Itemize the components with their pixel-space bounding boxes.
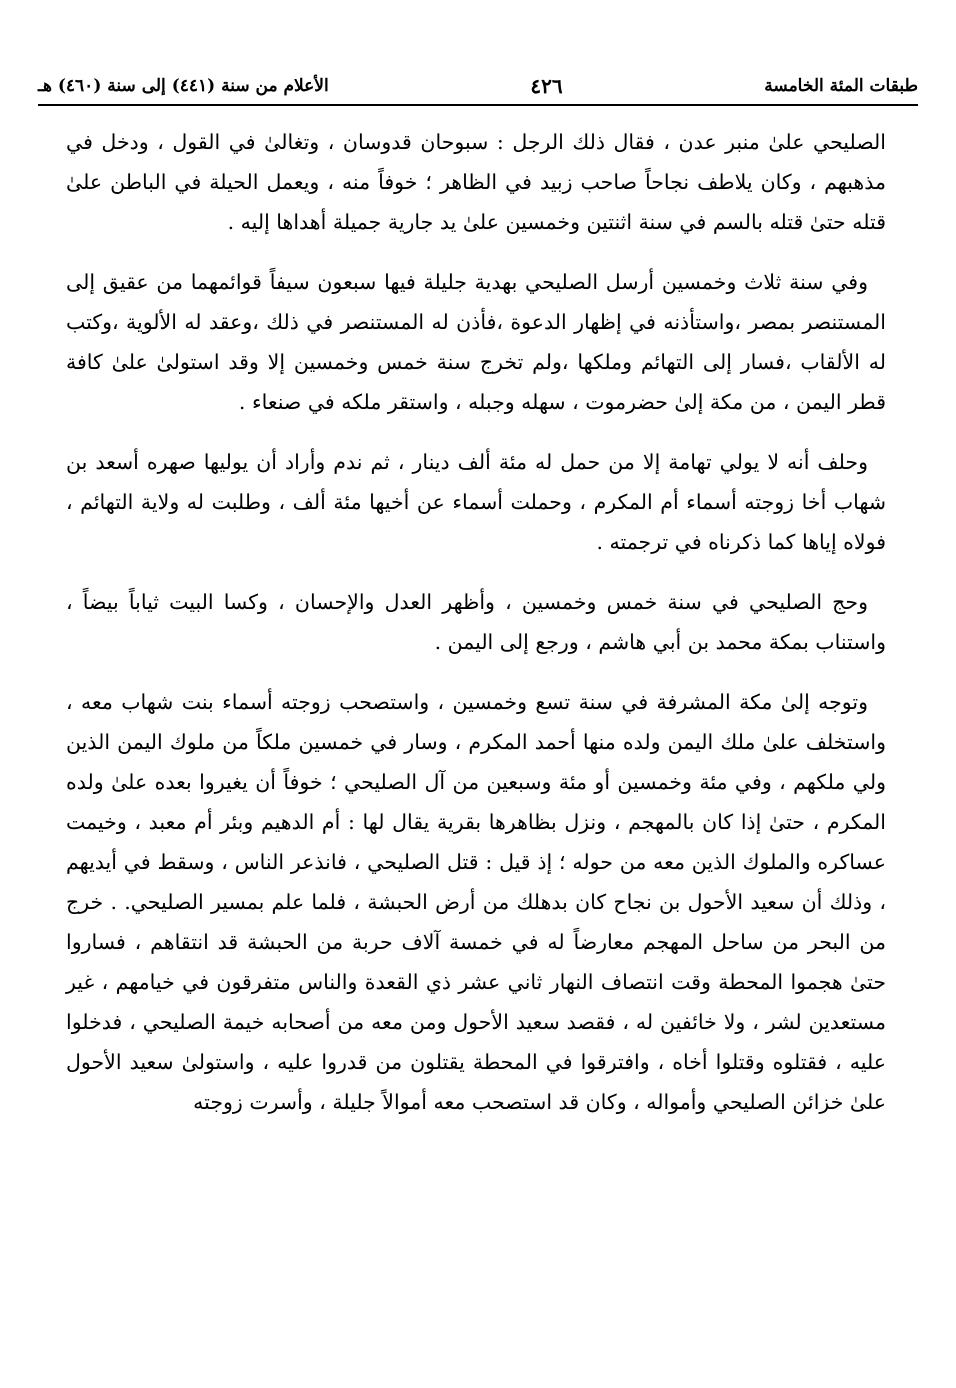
- running-title-left: الأعلام من سنة (٤٤١) إلى سنة (٤٦٠) هـ: [38, 76, 329, 96]
- paragraph-4: وحج الصليحي في سنة خمس وخمسين ، وأظهر العدل والإحسان ، وكسا البيت ثياباً بيضاً ، واستناب بمكة محمد بن أبي هاشم ، ورجع إلى اليمن .: [66, 590, 886, 654]
- paragraph-3: وحلف أنه لا يولي تهامة إلا من حمل له مئة ألف دينار ، ثم ندم وأراد أن يوليها صهره أسعد بن شهاب أخا زوجته أسماء أم المكرم ، وحملت أسماء عن أخيها مئة ألف ، وطلبت له ولاية التهائم ، فولاه إياها كما ذكرناه في ترجمته .: [66, 450, 886, 554]
- page-header: [38, 70, 918, 102]
- page-body: [66, 122, 886, 1142]
- page-number: ٤٢٦: [530, 74, 563, 98]
- paragraph-2: وفي سنة ثلاث وخمسين أرسل الصليحي بهدية جليلة فيها سبعون سيفاً قوائمهما من عقيق إلى المستنصر بمصر ،واستأذنه في إظهار الدعوة ،فأذن له المستنصر في ذلك ،وعقد له الألوية ،وكتب له الألقاب ،فسار إلى التهائم وملكها ،ولم تخرج سنة خمس وخمسين إلا وقد استولىٰ علىٰ كافة قطر اليمن ، من مكة إلىٰ حضرموت ، سهله وجبله ، واستقر ملكه في صنعاء .: [66, 270, 886, 414]
- running-title-right: طبقات المئة الخامسة: [764, 76, 918, 96]
- paragraph-5: وتوجه إلىٰ مكة المشرفة في سنة تسع وخمسين ، واستصحب زوجته أسماء بنت شهاب معه ، واستخلف علىٰ ملك اليمن ولده منها أحمد المكرم ، وسار في خمسين ملكاً من ملوك اليمن الذين ولي ملكهم ، وفي مئة وخمسين أو مئة وسبعين من آل الصليحي ؛ خوفاً أن يغيروا بعده علىٰ ولده المكرم ، حتىٰ إذا كان بالمهجم ، ونزل بظاهرها بقرية يقال لها : أم الدهيم وبئر أم معبد ، وخيمت عساكره والملوك الذين معه من حوله ؛ إذ قيل : قتل الصليحي ، فانذعر الناس ، وسقط في أيديهم ، وذلك أن سعيد الأحول بن نجاح كان بدهلك من أرض الحبشة ، فلما علم بمسير الصليحي. . خرج من البحر من ساحل المهجم معارضاً له في خمسة آلاف حربة من الحبشة قد انتقاهم ، فساروا حتىٰ هجموا المحطة وقت انتصاف النهار ثاني عشر ذي القعدة والناس متفرقون في خيامهم ، غير مستعدين لشر ، ولا خائفين له ، فقصد سعيد الأحول ومن معه من أصحابه خيمة الصليحي ، فدخلوا عليه ، فقتلوه وقتلوا أخاه ، وافترقوا في المحطة يقتلون من قدروا عليه ، واستولىٰ سعيد الأحول علىٰ خزائن الصليحي وأمواله ، وكان قد استصحب معه أموالاً جليلة ، وأسرت زوجته: [66, 690, 886, 1114]
- paragraph-1: الصليحي علىٰ منبر عدن ، فقال ذلك الرجل : سبوحان قدوسان ، وتغالىٰ في القول ، ودخل في مذهبهم ، وكان يلاطف نجاحاً صاحب زبيد في الظاهر ؛ خوفاً منه ، ويعمل الحيلة في الباطن علىٰ قتله حتىٰ قتله بالسم في سنة اثنتين وخمسين علىٰ يد جارية جميلة أهداها إليه .: [66, 130, 886, 234]
- header-divider: [38, 104, 918, 106]
